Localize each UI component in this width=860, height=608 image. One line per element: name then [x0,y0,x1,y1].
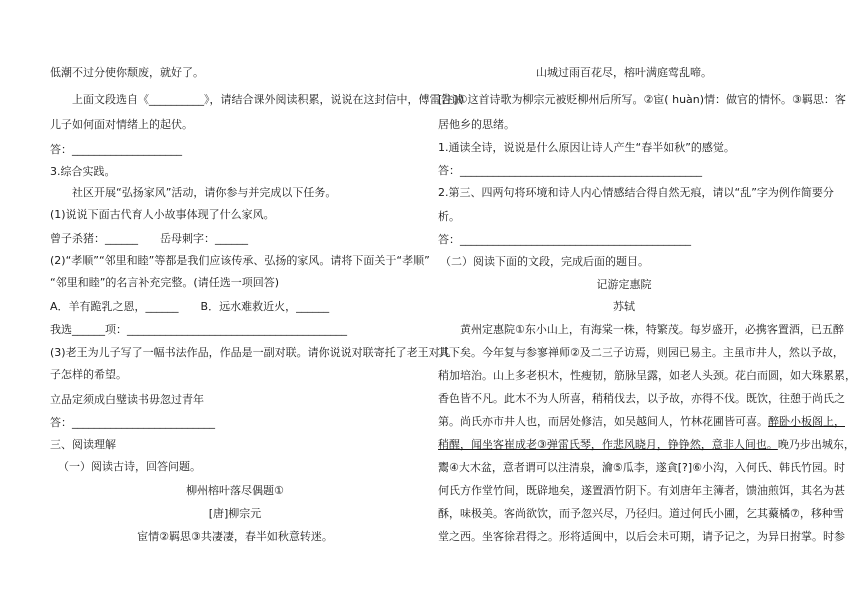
answer-line: 答：__________________________ [50,416,215,429]
note-line: [注]①这首诗歌为柳宗元被贬柳州后所写。②宦( huàn)情：做官的情怀。③羁思：客 [438,93,846,106]
poem-title: 柳州榕叶落尽偶题① [186,484,284,497]
essay-line: 其下矣。今年复与参寥禅师②及二三子访焉，则园已易主。主虽市井人，然以予故， [438,346,844,359]
essay-text: 第。尚氏亦市井人也，而居处修洁，如吴越间人，竹林花圃皆可喜。 [438,415,768,428]
question-line: 2.第三、四两句将环境和诗人内心情感结合得自然无痕，请以“乱”字为例作简要分 [438,186,834,199]
question-line: 析。 [438,210,460,223]
answer-line: A．羊有跪乳之恩，______ B．远水难救近火，______ [50,300,330,313]
essay-line: 何氏方作堂竹间，既辟地矣，遂置酒竹阴下。有刘唐年主簿者，馈油煎饵，其名为甚 [438,484,845,497]
question-line: “邻里和睦”的名言补充完整。(请任选一项回答) [50,276,279,289]
underlined-sentence: 醉卧小板阁上， [768,415,845,428]
essay-line: 香色皆不凡。此木不为人所喜，稍稍伐去，以予故，亦得不伐。既饮，往憩于尚氏之 [438,392,845,405]
sub-heading: （二）阅读下面的文段，完成后面的题目。 [440,255,649,268]
question-line: (3)老王为儿子写了一幅书法作品，作品是一副对联。请你说说对联寄托了老王对儿 [50,346,451,359]
essay-line: 酥，味极美。客尚欲饮，而予忽兴尽，乃径归。道过何氏小圃，乞其藂橘⑦，移种雪 [438,507,844,520]
essay-text: 晚乃步出城东， [777,438,855,451]
essay-line [438,415,845,429]
note-line: 居他乡的思绪。 [438,118,515,131]
question-line: 子怎样的希望。 [50,368,127,381]
section-heading: 三、阅读理解 [50,438,116,451]
question-line: (2)“孝顺”“邻里和睦”等都是我们应该传承、弘扬的家风。请将下面关于“孝顺” [50,254,430,267]
poem-author: [唐]柳宗元 [208,507,262,520]
essay-line: 稍加培治。山上多老枳木，性瘦韧，筋脉呈露，如老人头颈。花白而圆，如大珠累累， [438,369,856,382]
essay-line: 堂之西。坐客徐君得之。形将适闽中，以后会未可期，请予记之，为异日拊掌。时参 [438,530,845,543]
essay-author: 苏轼 [613,300,635,313]
essay-line [438,438,855,452]
question-line: 儿子如何面对情绪上的起伏。 [50,118,193,131]
text-line: 社区开展“弘扬家风”活动，请你参与并完成以下任务。 [72,186,337,199]
answer-line: 我选______项：________________________________________ [50,323,347,336]
underlined-sentence: 稍醒，闻坐客崔成老③弹雷氏琴，作悲风晓月，铮铮然，意非人间也。 [438,438,778,451]
question-line: 上面文段选自《__________》，请结合课外阅读积累，说说在这封信中，傅雷告诫 [72,93,463,106]
essay-line: 鬻④大木盆，意者谓可以注清泉，瀹⑤瓜李，遂貪[?]⑥小沟，入何氏、韩氏竹园。时 [438,461,846,474]
sub-heading: （一）阅读古诗，回答问题。 [58,460,201,473]
essay-title: 记游定惠院 [596,278,652,291]
poem-line: 宦情②羁思③共凄凄，春半如秋意转迷。 [137,530,333,543]
section-heading: 3.综合实践。 [50,165,116,178]
question-line: (1)说说下面古代育人小故事体现了什么家风。 [50,208,275,221]
answer-line: 答：__________________________________________ [438,233,691,246]
text-line: 低潮不过分使你颓废，就好了。 [50,66,204,79]
couplet-text: 立品定须成白璧读书毋忽过青年 [50,393,204,406]
answer-line: 曾子杀猪：______ 岳母刺字：______ [50,232,248,245]
answer-line: 答：____________________ [50,143,182,156]
poem-line: 山城过雨百花尽，榕叶满庭莺乱啼。 [536,66,712,79]
question-line: 1.通读全诗，说说是什么原因让诗人产生“春半如秋”的感觉。 [438,141,735,154]
answer-line: 答：____________________________________________ [438,164,702,177]
essay-line: 黄州定惠院①东小山上，有海棠一株，特繁茂。每岁盛开，必携客置酒，已五醉 [460,323,844,336]
